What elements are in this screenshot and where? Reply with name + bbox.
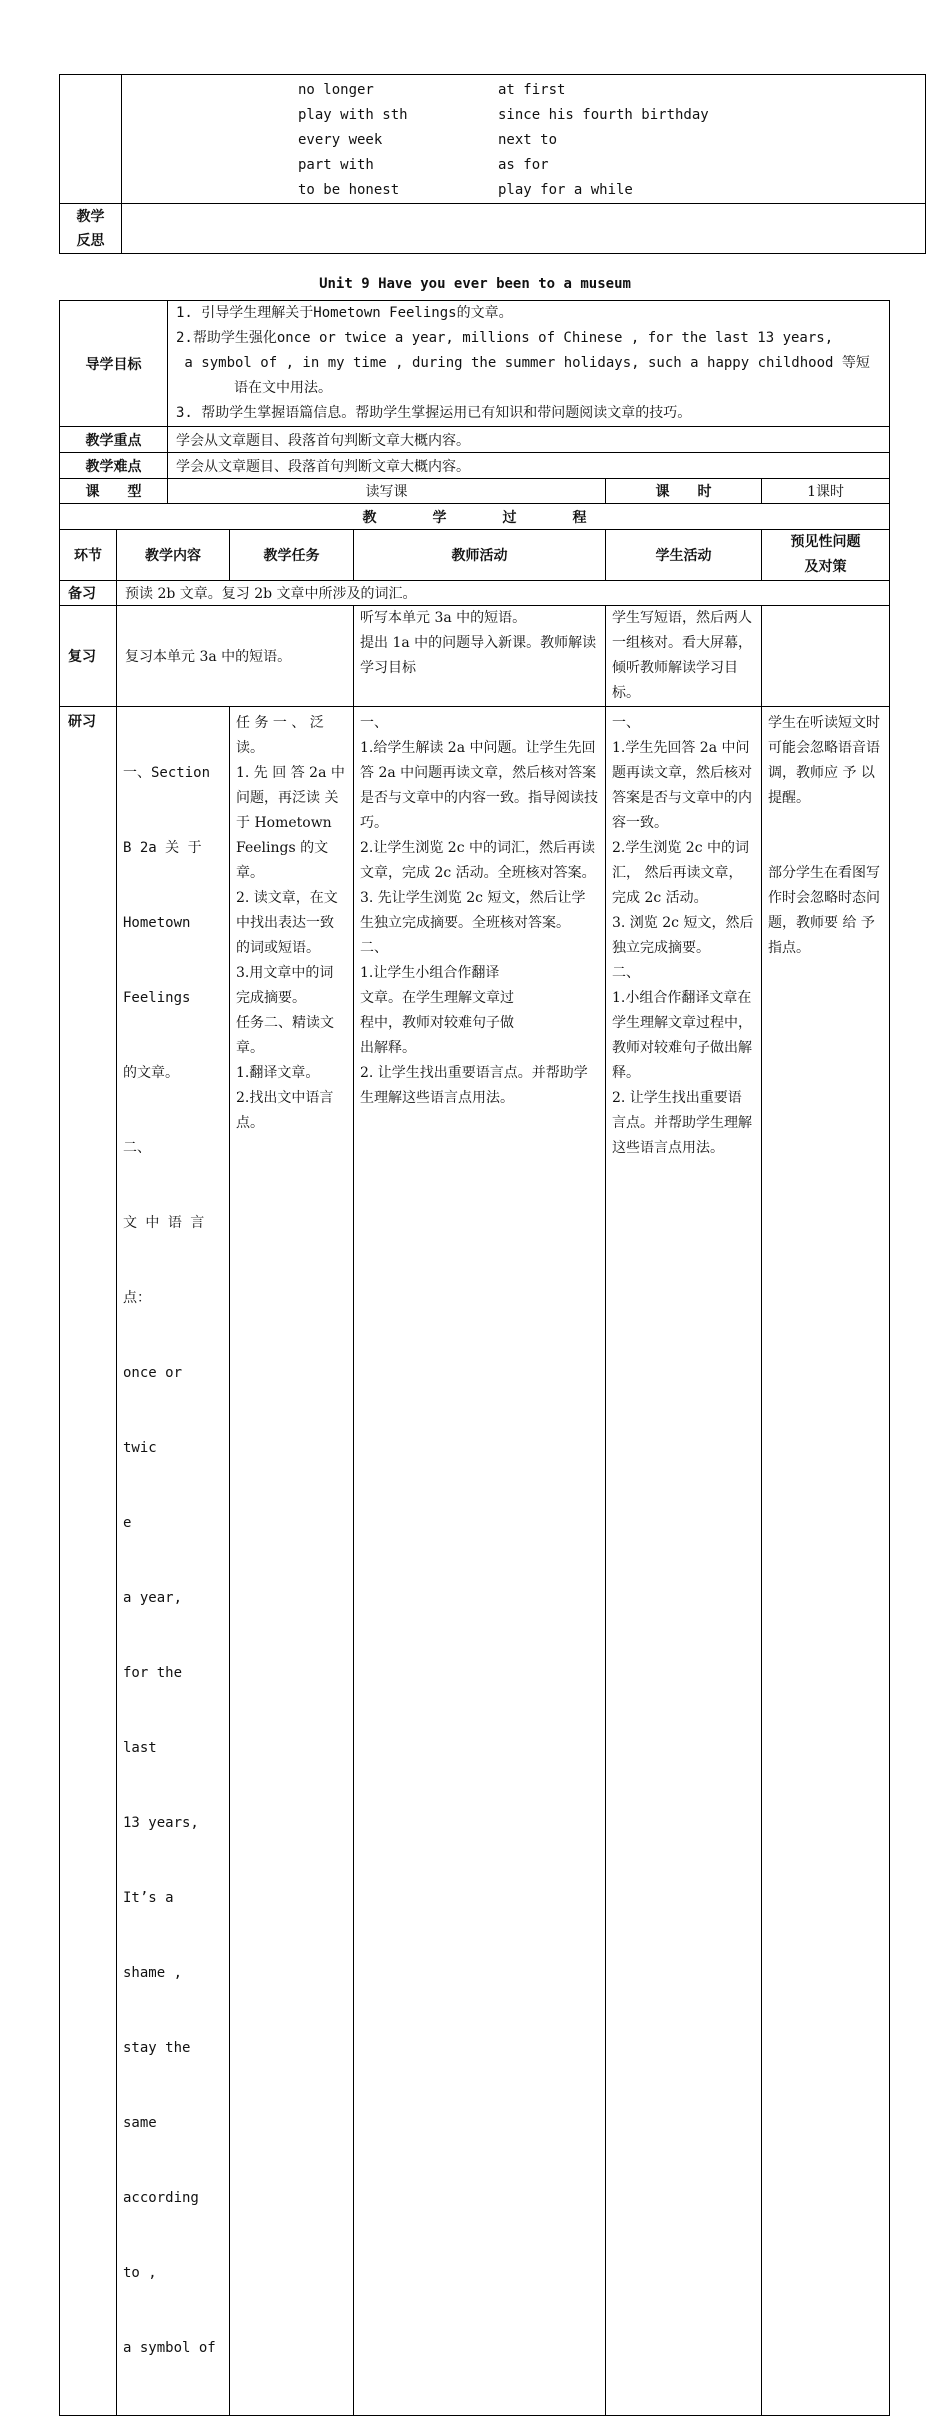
- phrase-item: part with: [298, 157, 374, 173]
- review-student: 学生写短语，然后两人一组核对。看大屏幕，倾听教师解读学习目标。: [606, 606, 762, 707]
- empty-label-cell: [60, 75, 122, 204]
- goal-line: 3. 帮助学生掌握语篇信息。帮助学生掌握运用已有知识和带问题阅读文章的技巧。: [176, 405, 692, 421]
- col-header-student: 学生活动: [606, 530, 762, 581]
- research-teacher: 一、 1.给学生解读 2a 中问题。让学生先回答 2a 中问题再读文章，然后核对答案是否与文章中的内容一致。指导阅读技巧。 2.让学生浏览 2c 中的词汇，然后再读文章，完成 2c 活动。全班核对答案。 3. 先让学生浏览 2c 短文，然后让学生独立完成摘要。全班核对答案。 二、 1.让学生小组合作翻译 文章。在学生理解文章过 程中，教师对较难句子做 出解释。 2. 让学生找出重要语言点。并帮助学生理解这些语言点用法。: [354, 707, 606, 2416]
- research-student: 一、 1.学生先回答 2a 中问题再读文章，然后核对答案是否与文章中的内容一致。 2.学生浏览 2c 中的词汇， 然后再读文章，完成 2c 活动。 3. 浏览 2c 短文，然后独立完成摘要。 二、 1.小组合作翻译文章在学生理解文章过程中，教师对较难句子做出解释。 2. 让学生找出重要语言点。并帮助学生理解这些语言点用法。: [606, 707, 762, 2416]
- research-label: 研习: [60, 707, 117, 2416]
- prep-label: 备习: [60, 581, 117, 606]
- goal-line: 语在文中用法。: [234, 380, 332, 396]
- review-prediction: [762, 606, 890, 707]
- phrases-left-list: [298, 78, 498, 203]
- key-point-label: 教学重点: [60, 427, 168, 453]
- goal-line: a symbol of , in my time , during the summer holidays, such a happy childhood 等短: [176, 355, 870, 371]
- col-header-content: 教学内容: [117, 530, 230, 581]
- difficulty-text: 学会从文章题目、段落首句判断文章大概内容。: [168, 453, 890, 479]
- review-label: 复习: [60, 606, 117, 707]
- prep-text: 预读 2b 文章。复习 2b 文章中所涉及的词汇。: [117, 581, 890, 606]
- research-content-lines: [123, 711, 223, 2411]
- content-line: It’s a: [123, 1890, 174, 1906]
- content-line: 文 中 语 言: [123, 1215, 205, 1231]
- content-line: Hometown: [123, 915, 191, 931]
- course-type-label: 课 型: [60, 479, 168, 504]
- phrase-item: every week: [298, 132, 383, 148]
- phrase-item: next to: [498, 132, 558, 148]
- review-teacher: 听写本单元 3a 中的短语。 提出 1a 中的问题导入新课。教师解读学习目标: [354, 606, 606, 707]
- course-time-label: 课 时: [606, 479, 762, 504]
- content-line: a year,: [123, 1590, 183, 1606]
- research-task: 任 务 一 、 泛读。 1. 先 回 答 2a 中问题，再泛读 关 于 Hometown Feelings 的文章。 2. 读文章，在文中找出表达一致的词或短语。 3.用文章中的词完成摘要。 任务二、精读文章。 1.翻译文章。 2.找出文中语言点。: [230, 707, 354, 2416]
- phrase-item: play for a while: [498, 182, 633, 198]
- phrase-item: at first: [498, 82, 566, 98]
- content-line: a symbol of: [123, 2340, 216, 2356]
- goals-label: 导学目标: [60, 301, 168, 427]
- phrase-item: since his fourth birthday: [498, 107, 709, 123]
- content-line: 一、Section: [123, 765, 211, 781]
- content-line: B 2a 关 于: [123, 840, 202, 856]
- content-line: same: [123, 2115, 157, 2131]
- review-content: 复习本单元 3a 中的短语。: [117, 606, 354, 707]
- content-line: e: [123, 1515, 132, 1531]
- phrase-item: no longer: [298, 82, 374, 98]
- goal-line: 1. 引导学生理解关于Hometown Feelings的文章。: [176, 305, 513, 321]
- content-line: twic: [123, 1440, 157, 1456]
- difficulty-label: 教学难点: [60, 453, 168, 479]
- col-header-stage: 环节: [60, 530, 117, 581]
- content-line: 二、: [123, 1140, 151, 1156]
- key-point-text: 学会从文章题目、段落首句判断文章大概内容。: [168, 427, 890, 453]
- course-time-value: 1课时: [762, 479, 890, 504]
- research-content: [117, 707, 230, 2416]
- phrase-item: to be honest: [298, 182, 400, 198]
- col-header-task: 教学任务: [230, 530, 354, 581]
- lesson-plan-table: [59, 300, 890, 2416]
- content-line: 的文章。: [123, 1065, 179, 1081]
- content-line: to ,: [123, 2265, 157, 2281]
- process-header: 教 学 过 程: [60, 504, 890, 530]
- reflection-label: 教学 反思: [60, 204, 122, 254]
- content-line: 13 years,: [123, 1815, 199, 1831]
- goals-content: [168, 301, 890, 427]
- phrase-item: as for: [498, 157, 549, 173]
- content-line: according: [123, 2190, 199, 2206]
- content-line: Feelings: [123, 990, 191, 1006]
- phrase-item: play with sth: [298, 107, 408, 123]
- content-line: for the: [123, 1665, 183, 1681]
- phrases-right-list: [498, 78, 758, 203]
- goal-line: 2.帮助学生强化once or twice a year, millions of Chinese , for the last 13 years,: [176, 330, 834, 346]
- course-type-value: 读写课: [168, 479, 606, 504]
- content-line: shame ,: [123, 1965, 183, 1981]
- unit-title: Unit 9 Have you ever been to a museum: [319, 276, 631, 292]
- previous-lesson-table: [59, 74, 926, 254]
- content-line: stay the: [123, 2040, 191, 2056]
- research-prediction: 学生在听读短文时可能会忽略语音语调，教师应 予 以 提醒。 部分学生在看图写作时会忽略时态问题，教师要 给 予 指点。: [762, 707, 890, 2416]
- content-line: once or: [123, 1365, 183, 1381]
- reflection-content: [122, 204, 926, 254]
- content-line: 点：: [123, 1290, 151, 1306]
- content-line: last: [123, 1740, 157, 1756]
- phrases-cell: [122, 75, 926, 204]
- col-header-teacher: 教师活动: [354, 530, 606, 581]
- col-header-prediction: 预见性问题 及对策: [762, 530, 890, 581]
